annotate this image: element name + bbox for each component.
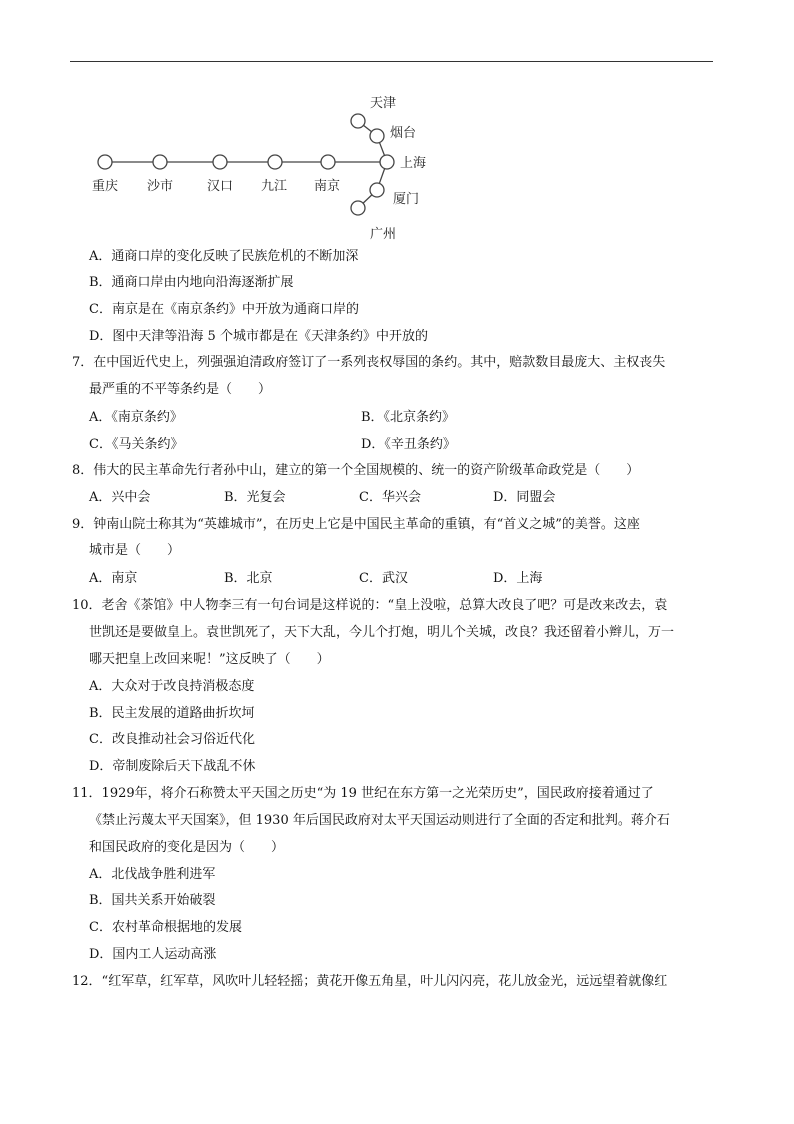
node-hankou bbox=[213, 155, 227, 169]
q7-option-d: D．《辛丑条约》 bbox=[361, 437, 456, 452]
label-hankou: 汉口 bbox=[207, 179, 234, 194]
node-tianjin bbox=[351, 114, 365, 128]
label-nanjing: 南京 bbox=[314, 179, 341, 194]
label-guangzhou: 广州 bbox=[370, 227, 397, 242]
label-shanghai: 上海 bbox=[400, 156, 427, 171]
node-yantai bbox=[370, 129, 384, 143]
node-nanjing bbox=[321, 155, 335, 169]
q10-stem-line1: 10．老舍《茶馆》中人物李三有一句台词是这样说的：“皇上没啦，总算大改良了吧？可是改来改去，袁 bbox=[72, 598, 668, 613]
label-shashi: 沙市 bbox=[147, 179, 174, 194]
q7-option-b: B．《北京条约》 bbox=[361, 410, 456, 425]
q12-stem-line1: 12．“红军草，红军草，风吹叶儿轻轻摇；黄花开像五角星，叶儿闪闪亮，花儿放金光，远远望着就像红 bbox=[72, 974, 668, 989]
q7-option-a: A．《南京条约》 bbox=[89, 410, 183, 425]
q6-option-a: A．通商口岸的变化反映了民族危机的不断加深 bbox=[89, 249, 359, 264]
q9-option-d: D．上海 bbox=[493, 571, 543, 586]
node-chongqing bbox=[98, 155, 112, 169]
q9-option-c: C．武汉 bbox=[359, 571, 408, 586]
node-xiamen bbox=[370, 183, 384, 197]
label-jiujiang: 九江 bbox=[261, 179, 288, 194]
q7-stem-line1: 7．在中国近代史上，列强强迫清政府签订了一系列丧权辱国的条约。其中，赔款数目最庞大、主权丧失 bbox=[72, 355, 666, 370]
q8-stem: 8．伟大的民主革命先行者孙中山，建立的第一个全国规模的、统一的资产阶级革命政党是（ ） bbox=[72, 463, 640, 478]
node-shanghai bbox=[380, 155, 394, 169]
q9-option-b: B．北京 bbox=[224, 571, 273, 586]
q10-option-b: B．民主发展的道路曲折坎坷 bbox=[89, 706, 255, 721]
q10-option-a: A．大众对于改良持消极态度 bbox=[89, 679, 255, 694]
node-shashi bbox=[153, 155, 167, 169]
treaty-ports-diagram bbox=[0, 0, 794, 250]
q11-option-d: D．国内工人运动高涨 bbox=[89, 947, 217, 962]
q9-stem-line1: 9．钟南山院士称其为“英雄城市”，在历史上它是中国民主革命的重镇，有“首义之城”的美誉。这座 bbox=[72, 517, 640, 532]
q11-option-b: B．国共关系开始破裂 bbox=[89, 893, 216, 908]
label-xiamen: 厦门 bbox=[393, 192, 420, 207]
label-yantai: 烟台 bbox=[390, 126, 417, 141]
q6-option-d: D．图中天津等沿海 5 个城市都是在《天津条约》中开放的 bbox=[89, 329, 428, 344]
node-guangzhou bbox=[351, 201, 365, 215]
label-tianjin: 天津 bbox=[370, 96, 397, 111]
q8-option-d: D．同盟会 bbox=[493, 490, 556, 505]
q10-option-c: C．改良推动社会习俗近代化 bbox=[89, 732, 255, 747]
label-chongqing: 重庆 bbox=[92, 179, 119, 194]
q6-option-c: C．南京是在《南京条约》中开放为通商口岸的 bbox=[89, 302, 359, 317]
q10-option-d: D．帝制废除后天下战乱不休 bbox=[89, 759, 256, 774]
q8-option-b: B．光复会 bbox=[224, 490, 286, 505]
q8-option-c: C．华兴会 bbox=[359, 490, 421, 505]
q10-stem-line2: 世凯还是要做皇上。袁世凯死了，天下大乱，今儿个打炮，明儿个关城，改良？我还留着小辫儿，万一 bbox=[89, 625, 675, 640]
q11-option-a: A．北伐战争胜利进军 bbox=[89, 867, 216, 882]
q11-stem-line3: 和国民政府的变化是因为（ ） bbox=[89, 840, 285, 855]
q11-option-c: C．农村革命根据地的发展 bbox=[89, 920, 242, 935]
q11-stem-line1: 11．1929年，将介石称赞太平天国之历史“为 19 世纪在东方第一之光荣历史”，国民政府接着通过了 bbox=[72, 786, 654, 801]
q11-stem-line2: 《禁止污蔑太平天国案》，但 1930 年后国民政府对太平天国运动则进行了全面的否定和批判。蒋介石 bbox=[89, 813, 670, 828]
node-jiujiang bbox=[268, 155, 282, 169]
q9-option-a: A．南京 bbox=[89, 571, 138, 586]
q7-stem-line2: 最严重的不平等条约是（ ） bbox=[89, 382, 272, 397]
q6-option-b: B．通商口岸由内地向沿海逐渐扩展 bbox=[89, 275, 294, 290]
q7-option-c: C．《马关条约》 bbox=[89, 437, 184, 452]
q9-stem-line2: 城市是（ ） bbox=[89, 543, 181, 558]
q8-option-a: A．兴中会 bbox=[89, 490, 151, 505]
q10-stem-line3: 哪天把皇上改回来呢！”这反映了（ ） bbox=[89, 652, 330, 667]
